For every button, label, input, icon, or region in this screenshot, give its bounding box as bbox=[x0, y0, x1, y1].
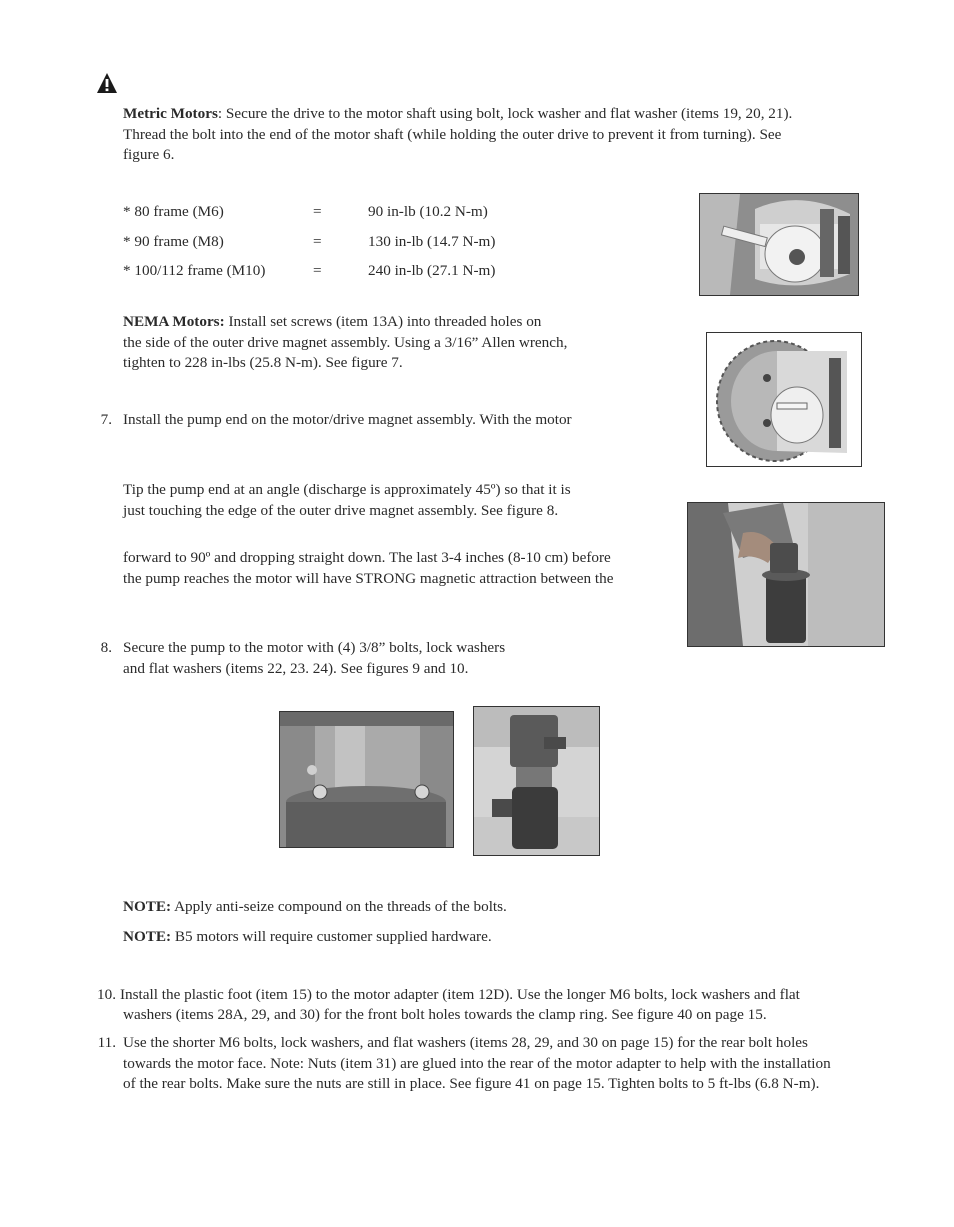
step-11-line-2: towards the motor face. Note: Nuts (item 31) are glued into the rear of the motor adapter to help with the installation bbox=[123, 1054, 831, 1072]
nema-motors-paragraph bbox=[123, 312, 567, 374]
figure-9-photo bbox=[279, 711, 454, 848]
metric-line-3: figure 6. bbox=[123, 146, 175, 163]
equals-cell: = bbox=[313, 232, 322, 250]
note-text: B5 motors will require customer supplied hardware. bbox=[171, 928, 492, 945]
step-8-line-1: Secure the pump to the motor with (4) 3/8” bolts, lock washers bbox=[123, 639, 506, 656]
step-7-forward-paragraph bbox=[123, 548, 614, 589]
torque-cell: 90 in-lb (10.2 N-m) bbox=[368, 203, 488, 220]
nema-line-3: tighten to 228 in-lbs (25.8 N-m). See figure 7. bbox=[123, 354, 403, 371]
note-lead: NOTE: bbox=[123, 928, 172, 945]
step-8-paragraph bbox=[123, 638, 505, 679]
note-text: Apply anti-seize compound on the threads of the bolts. bbox=[171, 898, 507, 915]
nema-line-1: Install set screws (item 13A) into threaded holes on bbox=[224, 313, 542, 330]
note-anti-seize bbox=[123, 897, 507, 918]
equals-cell: = bbox=[313, 262, 322, 279]
figure-10-photo bbox=[473, 706, 600, 856]
step-10-line-1: Install the plastic foot (item 15) to the motor adapter (item 12D). Use the longer M6 bolts, lock washers and flat bbox=[120, 986, 800, 1003]
step-7-line-1: Install the pump end on the motor/drive magnet assembly. With the motor bbox=[123, 411, 572, 428]
metric-motors-lead: Metric Motors bbox=[123, 105, 218, 122]
step-7-forward-line-2: the pump reaches the motor will have STRONG magnetic attraction between the bbox=[123, 569, 614, 587]
note-lead: NOTE: bbox=[123, 898, 172, 915]
step-7-number: 7. bbox=[100, 411, 112, 428]
step-10-number: 10. bbox=[97, 986, 116, 1003]
step-7-tip-line-2: just touching the edge of the outer drive magnet assembly. See figure 8. bbox=[123, 501, 559, 519]
step-10-line-2: washers (items 28A, 29, and 30) for the front bolt holes towards the clamp ring. See figure 40 on page 15. bbox=[123, 1006, 767, 1023]
note-b5-motors bbox=[123, 927, 492, 948]
torque-cell: 130 in-lb (14.7 N-m) bbox=[368, 232, 496, 250]
step-11-line-1: Use the shorter M6 bolts, lock washers, and flat washers (items 28, 29, and 30 on page 15) for the rear bolt holes bbox=[123, 1034, 808, 1051]
metric-line-2: Thread the bolt into the end of the motor shaft (while holding the outer drive to prevent it from turning). See bbox=[123, 125, 782, 143]
figure-7-photo bbox=[706, 332, 862, 467]
step-11-number: 11. bbox=[97, 1034, 116, 1051]
metric-line-1: : Secure the drive to the motor shaft using bolt, lock washer and flat washer (items 19, 20, 21). bbox=[217, 105, 793, 122]
frame-cell: * 80 frame (M6) bbox=[123, 203, 224, 220]
frame-cell: * 100/112 frame (M10) bbox=[123, 262, 266, 279]
metric-motors-paragraph bbox=[123, 104, 792, 166]
nema-line-2: the side of the outer drive magnet assembly. Using a 3/16” Allen wrench, bbox=[123, 333, 568, 351]
figure-6-photo bbox=[699, 193, 859, 296]
frame-cell: * 90 frame (M8) bbox=[123, 232, 224, 250]
step-7-tip-line-1: Tip the pump end at an angle (discharge is approximately 45º) so that it is bbox=[123, 481, 571, 498]
torque-cell: 240 in-lb (27.1 N-m) bbox=[368, 262, 496, 279]
figure-8-photo bbox=[687, 502, 885, 647]
nema-motors-lead: NEMA Motors: bbox=[123, 313, 225, 330]
step-11-line-3: of the rear bolts. Make sure the nuts are still in place. See figure 41 on page 15. Tighten bolts to 5 ft-lbs (6.8 N-m). bbox=[123, 1075, 820, 1092]
equals-cell: = bbox=[313, 203, 322, 220]
step-7-tip-paragraph bbox=[123, 480, 571, 521]
step-8-number: 8. bbox=[100, 639, 112, 656]
step-8-line-2: and flat washers (items 22, 23. 24). See figures 9 and 10. bbox=[123, 659, 469, 677]
step-7-forward-line-1: forward to 90º and dropping straight down. The last 3-4 inches (8-10 cm) before bbox=[123, 549, 611, 566]
warning-triangle-icon bbox=[96, 72, 118, 94]
step-11-paragraph bbox=[123, 1033, 831, 1095]
